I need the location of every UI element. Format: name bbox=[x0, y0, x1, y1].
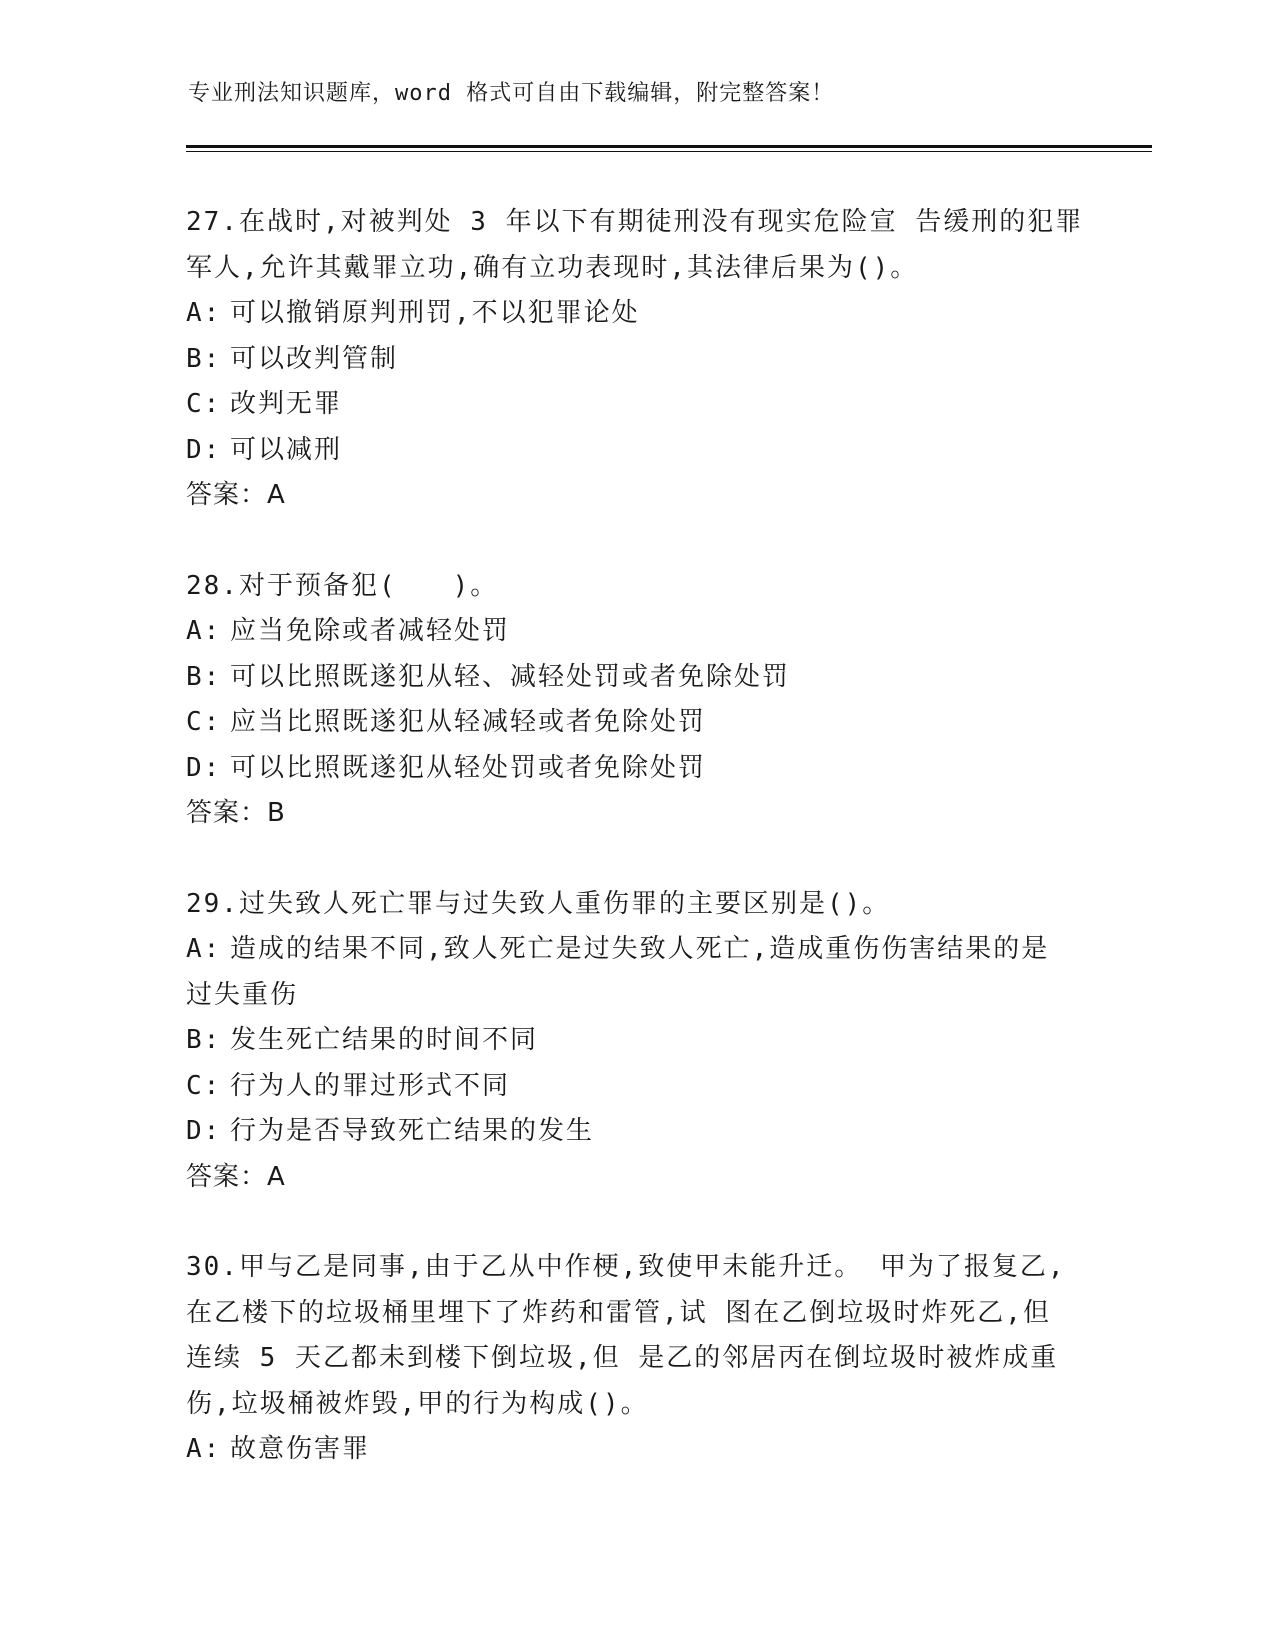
option-text: 过失重伤 bbox=[186, 979, 299, 1010]
option-line bbox=[186, 927, 1086, 973]
option-line bbox=[186, 746, 1086, 792]
option-letter: D: bbox=[186, 434, 222, 465]
option-letter: A: bbox=[186, 616, 222, 646]
option-letter: B: bbox=[186, 1025, 222, 1055]
option-letter: C: bbox=[186, 707, 222, 737]
option-line bbox=[186, 1427, 1086, 1473]
option-letter: C: bbox=[186, 1070, 222, 1101]
option-letter: D: bbox=[186, 752, 222, 783]
question-stem-line: 29.过失致人死亡罪与过失致人重伤罪的主要区别是()。 bbox=[186, 888, 891, 919]
question-block bbox=[186, 564, 1086, 837]
option-line bbox=[186, 382, 1086, 428]
option-letter: A: bbox=[186, 298, 222, 328]
question-stem-line: 连续 5 天乙都未到楼下倒垃圾,但 是乙的邻居丙在倒垃圾时被炸成重 bbox=[186, 1343, 1059, 1373]
question-stem-line: 30.甲与乙是同事,由于乙从中作梗,致使甲未能升迁。 甲为了报复乙, bbox=[186, 1252, 1066, 1282]
question-block bbox=[186, 882, 1086, 1201]
header-divider bbox=[186, 145, 1152, 148]
option-text: 可以比照既遂犯从轻处罚或者免除处罚 bbox=[230, 752, 707, 783]
option-line bbox=[186, 337, 1086, 383]
option-line bbox=[186, 655, 1086, 701]
option-text: 应当免除或者减轻处罚 bbox=[230, 616, 511, 646]
option-text: 可以改判管制 bbox=[230, 343, 399, 374]
option-text: 可以减刑 bbox=[230, 434, 343, 465]
option-text: 故意伤害罪 bbox=[230, 1434, 371, 1464]
option-line bbox=[186, 1018, 1086, 1064]
option-letter: D: bbox=[186, 1116, 222, 1146]
option-line bbox=[186, 609, 1086, 655]
question-block bbox=[186, 1245, 1086, 1473]
question-stem-line: 伤,垃圾桶被炸毁,甲的行为构成()。 bbox=[186, 1388, 649, 1419]
option-text: 发生死亡结果的时间不同 bbox=[230, 1025, 539, 1055]
option-line bbox=[186, 1109, 1086, 1155]
answer-label: 答案：A bbox=[186, 1161, 286, 1192]
question-list bbox=[186, 200, 1086, 1518]
question-block bbox=[186, 200, 1086, 519]
option-line bbox=[186, 700, 1086, 746]
option-text: 应当比照既遂犯从轻减轻或者免除处罚 bbox=[230, 707, 707, 737]
option-text: 行为是否导致死亡结果的发生 bbox=[230, 1116, 595, 1146]
option-text: 可以撤销原判刑罚,不以犯罪论处 bbox=[230, 298, 640, 328]
option-line bbox=[186, 291, 1086, 337]
answer-label: 答案：B bbox=[186, 798, 286, 828]
option-text: 改判无罪 bbox=[230, 389, 343, 419]
answer-label: 答案：A bbox=[186, 480, 286, 510]
option-letter: A: bbox=[186, 934, 222, 964]
question-stem-line: 27.在战时,对被判处 3 年以下有期徒刑没有现实危险宣 告缓刑的犯罪 bbox=[186, 207, 1084, 237]
option-letter: A: bbox=[186, 1434, 222, 1464]
option-letter: B: bbox=[186, 661, 222, 692]
question-stem-line: 28.对于预备犯( )。 bbox=[186, 570, 499, 601]
option-text: 可以比照既遂犯从轻、减轻处罚或者免除处罚 bbox=[230, 661, 791, 692]
option-line bbox=[186, 973, 1086, 1019]
option-text: 行为人的罪过形式不同 bbox=[230, 1070, 511, 1101]
option-letter: C: bbox=[186, 389, 222, 419]
option-letter: B: bbox=[186, 343, 222, 374]
question-stem-line: 军人,允许其戴罪立功,确有立功表现时,其法律后果为()。 bbox=[186, 252, 919, 283]
question-stem-line: 在乙楼下的垃圾桶里埋下了炸药和雷管,试 图在乙倒垃圾时炸死乙,但 bbox=[186, 1297, 1051, 1328]
option-text: 造成的结果不同,致人死亡是过失致人死亡,造成重伤伤害结果的是 bbox=[230, 934, 1050, 964]
option-line bbox=[186, 1064, 1086, 1110]
page-header-text: 专业刑法知识题库，word 格式可自由下载编辑，附完整答案！ bbox=[188, 81, 835, 106]
option-line bbox=[186, 428, 1086, 474]
